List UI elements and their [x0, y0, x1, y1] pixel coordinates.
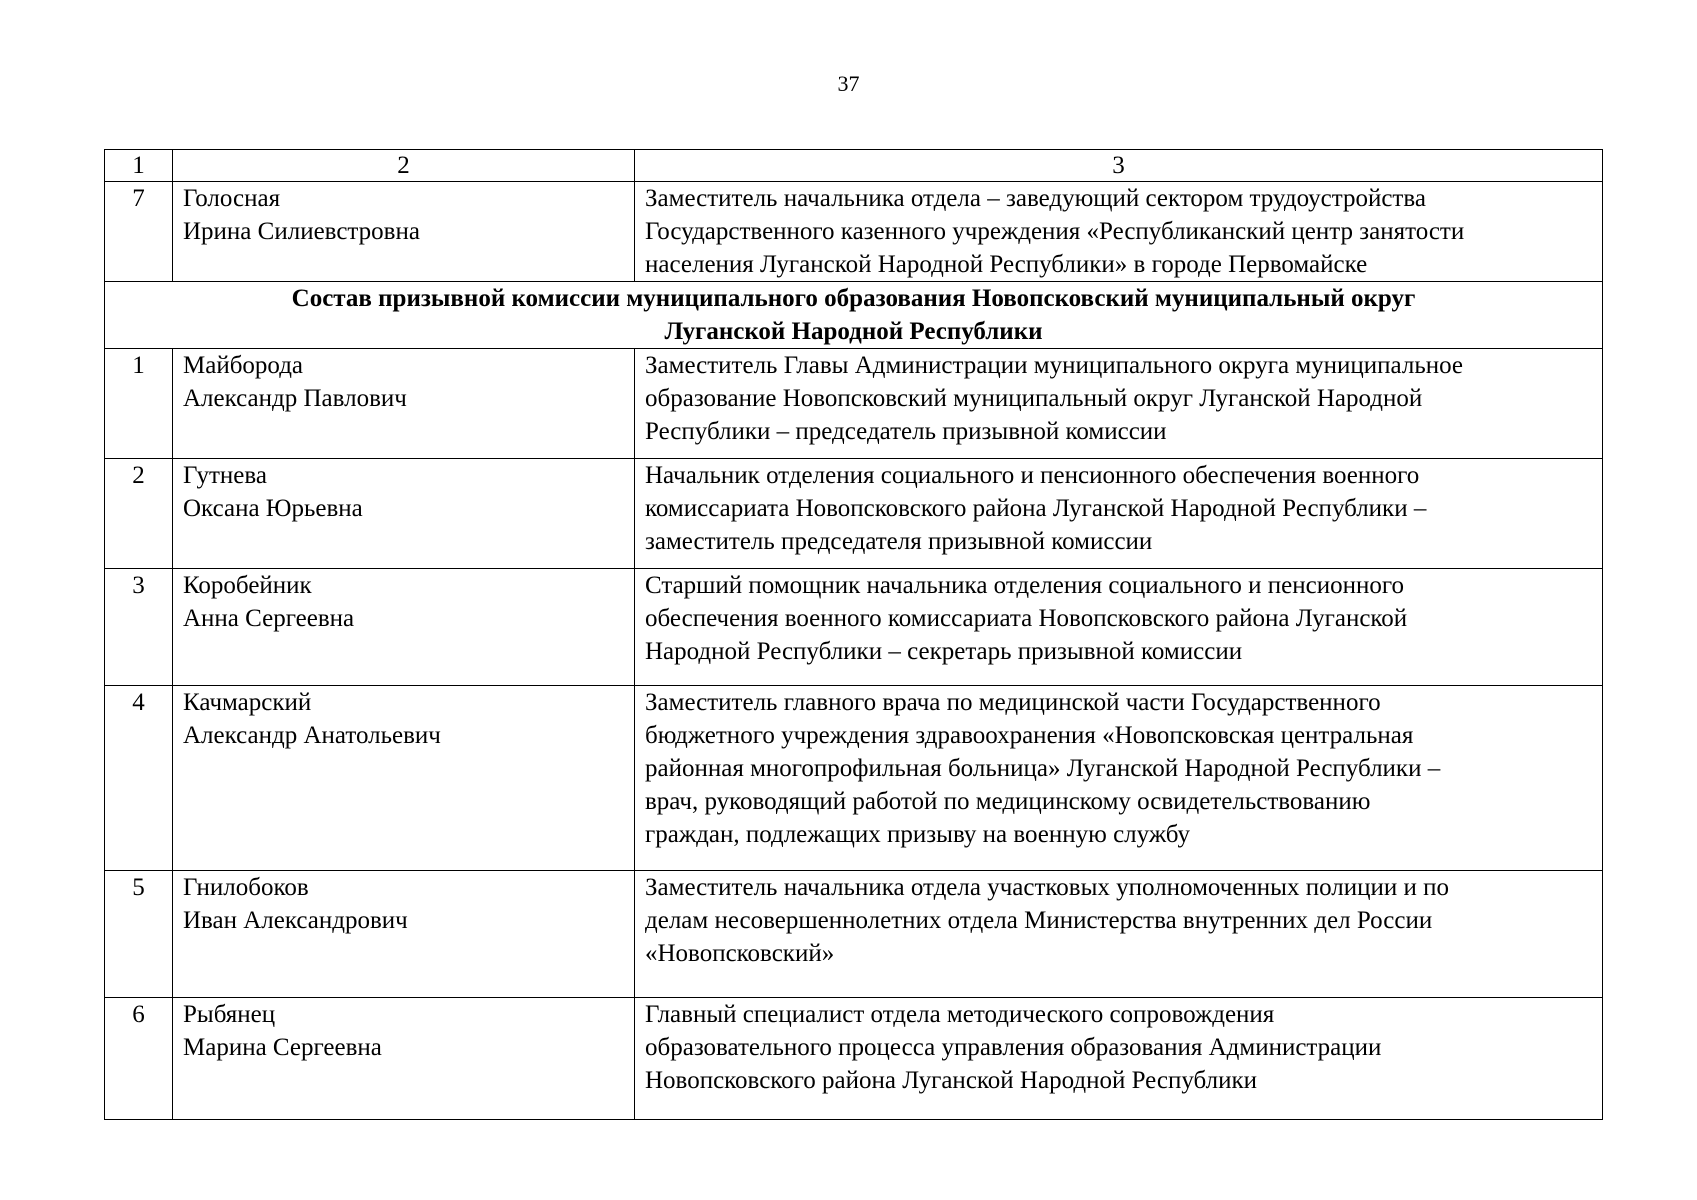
- position-line: заместитель председателя призывной комиссии: [645, 528, 1153, 555]
- given-name: Александр Анатольевич: [183, 722, 441, 749]
- person-position: [635, 569, 1603, 686]
- position-line: бюджетного учреждения здравоохранения «Новопсковская центральная: [645, 722, 1414, 749]
- table-row: [105, 686, 1603, 871]
- position-line: Главный специалист отдела методического сопровождения: [645, 1001, 1275, 1028]
- table-header-row: [105, 150, 1603, 182]
- person-position: [635, 998, 1603, 1120]
- header-col-1: 1: [105, 150, 173, 182]
- person-name: [173, 569, 635, 686]
- position-line: обеспечения военного комиссариата Новопсковского района Луганской: [645, 605, 1408, 632]
- position-line: граждан, подлежащих призыву на военную службу: [645, 821, 1191, 848]
- surname: Гутнева: [183, 462, 267, 489]
- person-name: [173, 182, 635, 282]
- surname: Майборода: [183, 352, 304, 379]
- position-line: врач, руководящий работой по медицинскому освидетельствованию: [645, 788, 1371, 815]
- surname: Коробейник: [183, 572, 312, 599]
- section-title: [105, 282, 1603, 349]
- row-number: 6: [105, 998, 173, 1120]
- surname: Качмарский: [183, 689, 312, 716]
- position-line: комиссариата Новопсковского района Луганской Народной Республики –: [645, 495, 1427, 522]
- person-name: [173, 459, 635, 569]
- table-row: [105, 871, 1603, 998]
- position-line: «Новопсковский»: [645, 940, 835, 967]
- position-line: Заместитель начальника отдела – заведующий сектором трудоустройства: [645, 185, 1426, 212]
- row-number: 2: [105, 459, 173, 569]
- surname: Голосная: [183, 185, 281, 212]
- commission-table: [104, 149, 1603, 1120]
- position-line: Старший помощник начальника отделения социального и пенсионного: [645, 572, 1404, 599]
- given-name: Марина Сергеевна: [183, 1034, 382, 1061]
- surname: Гнилобоков: [183, 874, 309, 901]
- row-number: 1: [105, 349, 173, 459]
- header-col-2: 2: [173, 150, 635, 182]
- position-line: Начальник отделения социального и пенсионного обеспечения военного: [645, 462, 1420, 489]
- row-number: 7: [105, 182, 173, 282]
- person-name: [173, 871, 635, 998]
- position-line: населения Луганской Народной Республики» в городе Первомайске: [645, 251, 1368, 278]
- given-name: Александр Павлович: [183, 385, 407, 412]
- person-name: [173, 349, 635, 459]
- position-line: районная многопрофильная больница» Луганской Народной Республики –: [645, 755, 1441, 782]
- table-row: [105, 569, 1603, 686]
- given-name: Анна Сергеевна: [183, 605, 355, 632]
- position-line: делам несовершеннолетних отдела Министерства внутренних дел России: [645, 907, 1433, 934]
- table-row: [105, 459, 1603, 569]
- row-number: 5: [105, 871, 173, 998]
- section-title-line: Состав призывной комиссии муниципального образования Новопсковский муниципальный округ: [291, 285, 1416, 312]
- person-position: [635, 871, 1603, 998]
- header-col-3: 3: [635, 150, 1603, 182]
- person-position: [635, 182, 1603, 282]
- person-position: [635, 459, 1603, 569]
- row-number: 3: [105, 569, 173, 686]
- position-line: Государственного казенного учреждения «Республиканский центр занятости: [645, 218, 1465, 245]
- person-position: [635, 349, 1603, 459]
- person-name: [173, 998, 635, 1120]
- section-row: [105, 282, 1603, 349]
- page-number: 37: [837, 71, 860, 96]
- position-line: образование Новопсковский муниципальный округ Луганской Народной: [645, 385, 1423, 412]
- position-line: Новопсковского района Луганской Народной Республики: [645, 1067, 1257, 1094]
- table-row: [105, 998, 1603, 1120]
- given-name: Иван Александрович: [183, 907, 408, 934]
- table-row: [105, 349, 1603, 459]
- position-line: Народной Республики – секретарь призывной комиссии: [645, 638, 1243, 665]
- person-name: [173, 686, 635, 871]
- given-name: Ирина Силиевстровна: [183, 218, 420, 245]
- position-line: Заместитель начальника отдела участковых уполномоченных полиции и по: [645, 874, 1450, 901]
- row-number: 4: [105, 686, 173, 871]
- position-line: Республики – председатель призывной комиссии: [645, 418, 1167, 445]
- position-line: Заместитель главного врача по медицинской части Государственного: [645, 689, 1381, 716]
- surname: Рыбянец: [183, 1001, 276, 1028]
- table-row: [105, 182, 1603, 282]
- position-line: Заместитель Главы Администрации муниципального округа муниципальное: [645, 352, 1464, 379]
- person-position: [635, 686, 1603, 871]
- given-name: Оксана Юрьевна: [183, 495, 363, 522]
- section-title-line: Луганской Народной Республики: [664, 318, 1043, 345]
- position-line: образовательного процесса управления образования Администрации: [645, 1034, 1382, 1061]
